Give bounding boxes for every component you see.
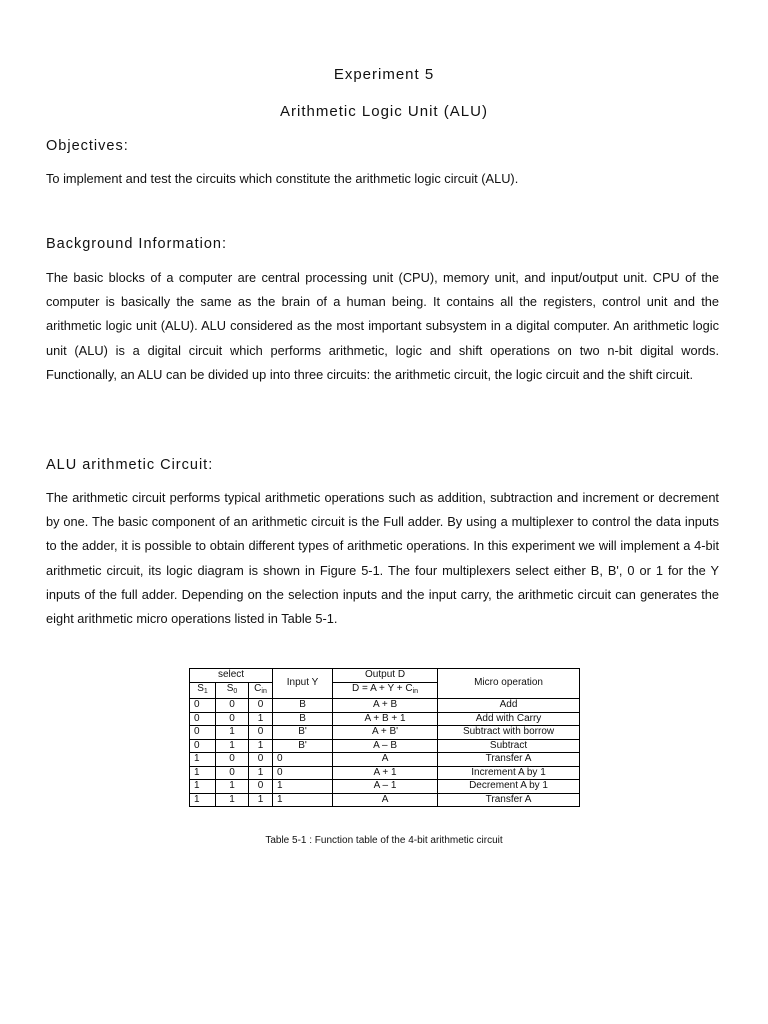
table-header-row-1 bbox=[190, 669, 580, 683]
cell-micro-operation: Add bbox=[438, 699, 580, 713]
s1-header: $S_1$ bbox=[190, 682, 216, 699]
cell-s0: 1 bbox=[216, 726, 249, 740]
table-row bbox=[190, 699, 580, 713]
cell-input-y: B bbox=[273, 699, 333, 713]
cell-cin: 0 bbox=[249, 726, 273, 740]
alu-text: The arithmetic circuit performs typical arithmetic operations such as addition, subtraction and increment or decrement by one. The basic component of an arithmetic circuit is the Full adder. By using a multiplexer to control the data inputs to the adder, it is possible to obtain different types of arithmetic operations. In this experiment we will implement a 4-bit arithmetic circuit, its logic diagram is shown in Figure 5-1. The four multiplexers select either B, B', 0 or 1 for the Y inputs of the full adder. Depending on the selection inputs and the input carry, the arithmetic circuit can generates the eight arithmetic micro operations listed in Table 5-1. bbox=[46, 490, 719, 627]
table-row bbox=[190, 793, 580, 807]
cell-micro-operation: Subtract bbox=[438, 739, 580, 753]
cell-input-y: 1 bbox=[273, 780, 333, 794]
cell-s1: 1 bbox=[190, 793, 216, 807]
table-row bbox=[190, 739, 580, 753]
cell-output-d: A bbox=[333, 753, 438, 767]
cell-s1: 0 bbox=[190, 699, 216, 713]
cell-cin: 0 bbox=[249, 699, 273, 713]
cell-input-y: 0 bbox=[273, 753, 333, 767]
objectives-text: To implement and test the circuits which constitute the arithmetic logic circuit (ALU). bbox=[46, 171, 519, 186]
cell-s0: 0 bbox=[216, 712, 249, 726]
cell-micro-operation: Add with Carry bbox=[438, 712, 580, 726]
cell-output-d: A + B bbox=[333, 699, 438, 713]
alu-heading: ALU arithmetic Circuit: bbox=[46, 457, 214, 473]
cell-output-d: A – 1 bbox=[333, 780, 438, 794]
cell-input-y: B bbox=[273, 712, 333, 726]
cell-input-y: 1 bbox=[273, 793, 333, 807]
table-row bbox=[190, 753, 580, 767]
output-d-header: Output D bbox=[333, 669, 438, 683]
function-table bbox=[189, 668, 580, 807]
table-caption: Table 5-1 : Function table of the 4-bit arithmetic circuit bbox=[265, 835, 503, 846]
cell-s1: 0 bbox=[190, 712, 216, 726]
cell-cin: 0 bbox=[249, 753, 273, 767]
cell-output-d: A + B + 1 bbox=[333, 712, 438, 726]
background-heading: Background Information: bbox=[46, 236, 227, 252]
table-row bbox=[190, 726, 580, 740]
cell-cin: 1 bbox=[249, 766, 273, 780]
select-header: select bbox=[190, 669, 273, 683]
cell-cin: 1 bbox=[249, 739, 273, 753]
micro-operation-header: Micro operation bbox=[438, 669, 580, 699]
cell-micro-operation: Subtract with borrow bbox=[438, 726, 580, 740]
cell-s0: 0 bbox=[216, 766, 249, 780]
experiment-title: Experiment 5 bbox=[333, 66, 435, 83]
cell-cin: 1 bbox=[249, 793, 273, 807]
objectives-heading: Objectives: bbox=[46, 138, 129, 154]
table-row bbox=[190, 766, 580, 780]
cell-s1: 1 bbox=[190, 780, 216, 794]
cell-micro-operation: Transfer A bbox=[438, 753, 580, 767]
cell-micro-operation: Increment A by 1 bbox=[438, 766, 580, 780]
document-subject: Arithmetic Logic Unit (ALU) bbox=[280, 103, 488, 120]
background-text: The basic blocks of a computer are central processing unit (CPU), memory unit, and input/output unit. CPU of the computer is basically the same as the brain of a human being. It contains all the registers, control unit and the arithmetic logic unit (ALU). ALU considered as the most important subsystem in a digital computer. An arithmetic logic unit (ALU) is a digital circuit which performs arithmetic, logic and shift operations on two n-bit digital words. Functionally, an ALU can be divided up into three circuits: the arithmetic circuit, the logic circuit and the shift circuit. bbox=[46, 270, 719, 382]
s0-header: $S_0$ bbox=[216, 682, 249, 699]
output-formula-header: $D = A + Y + C_{in}$ bbox=[333, 682, 438, 699]
cell-output-d: A bbox=[333, 793, 438, 807]
cell-cin: 1 bbox=[249, 712, 273, 726]
cell-input-y: B' bbox=[273, 739, 333, 753]
cell-input-y: B' bbox=[273, 726, 333, 740]
table-row bbox=[190, 780, 580, 794]
cell-s0: 1 bbox=[216, 780, 249, 794]
input-y-header: Input Y bbox=[273, 669, 333, 699]
cell-output-d: A – B bbox=[333, 739, 438, 753]
cell-output-d: A + B' bbox=[333, 726, 438, 740]
cell-micro-operation: Decrement A by 1 bbox=[438, 780, 580, 794]
cell-input-y: 0 bbox=[273, 766, 333, 780]
cin-header: $C_{in}$ bbox=[249, 682, 273, 699]
cell-s1: 1 bbox=[190, 766, 216, 780]
cell-s0: 1 bbox=[216, 739, 249, 753]
cell-s1: 1 bbox=[190, 753, 216, 767]
cell-s0: 1 bbox=[216, 793, 249, 807]
cell-s0: 0 bbox=[216, 753, 249, 767]
cell-s0: 0 bbox=[216, 699, 249, 713]
cell-output-d: A + 1 bbox=[333, 766, 438, 780]
cell-s1: 0 bbox=[190, 739, 216, 753]
cell-s1: 0 bbox=[190, 726, 216, 740]
cell-cin: 0 bbox=[249, 780, 273, 794]
cell-micro-operation: Transfer A bbox=[438, 793, 580, 807]
table-row bbox=[190, 712, 580, 726]
